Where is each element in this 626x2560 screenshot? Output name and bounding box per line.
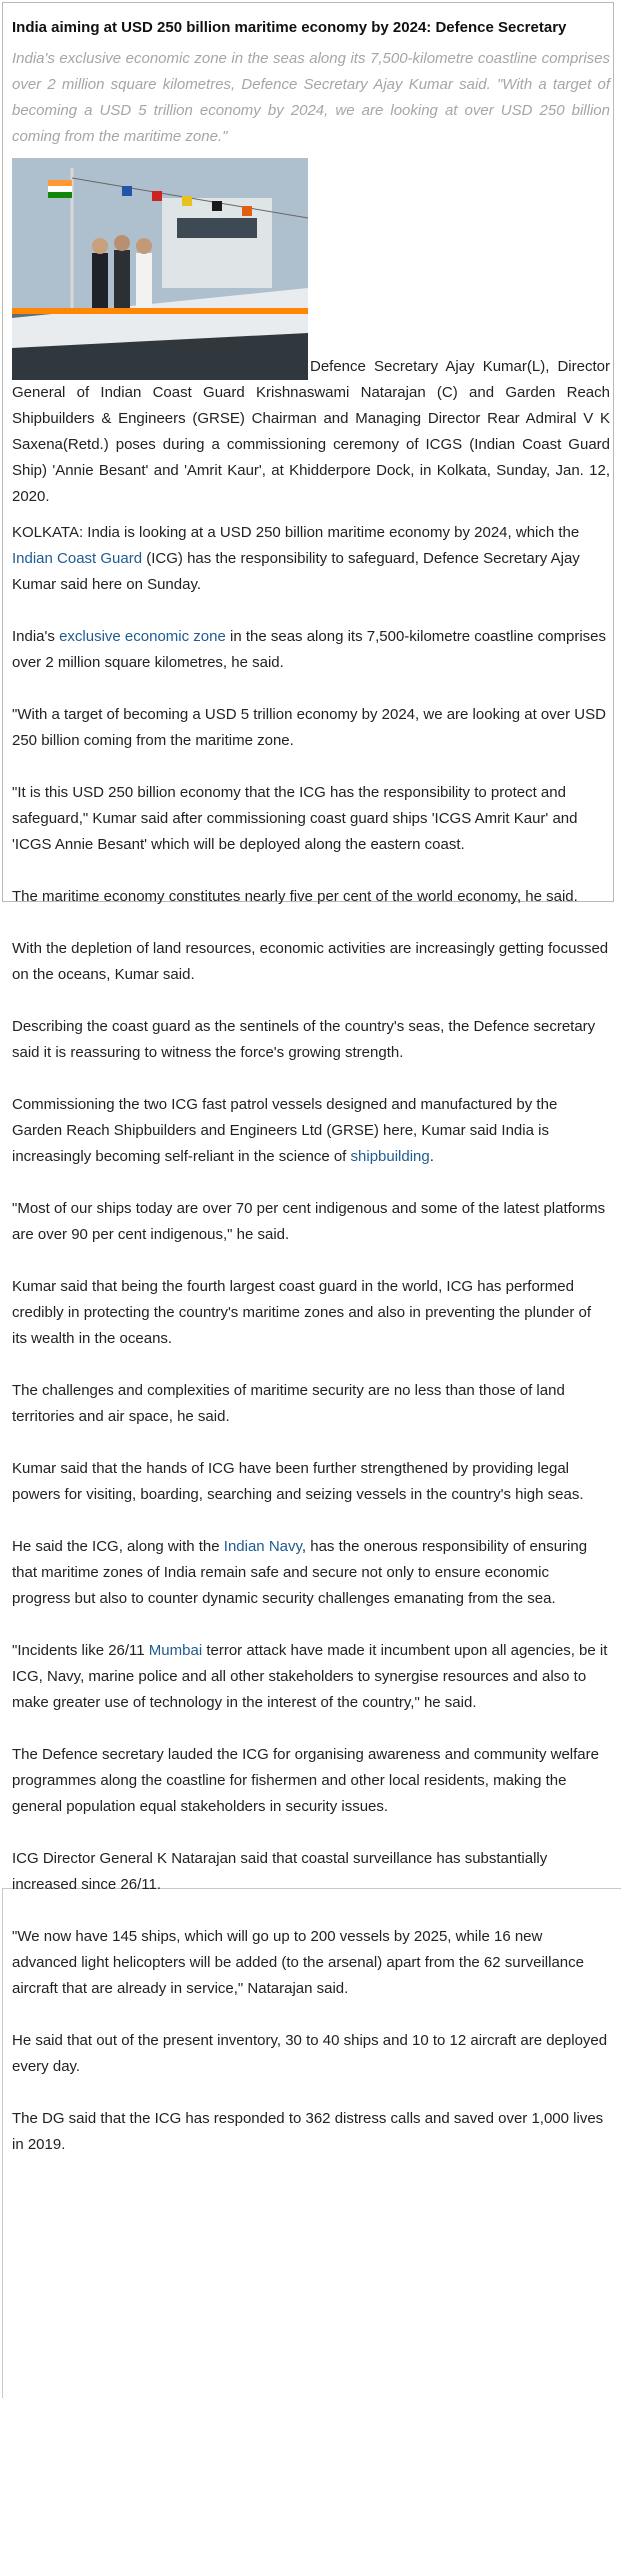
article-container xyxy=(10,8,610,2184)
article-figure xyxy=(12,158,610,510)
article-title: India aiming at USD 250 billion maritime economy by 2024: Defence Secretary xyxy=(12,19,567,36)
paragraph-11: The challenges and complexities of maritime security are no less than those of land territories and air space, he said. xyxy=(12,1382,565,1425)
link-indian-navy[interactable]: Indian Navy xyxy=(223,1538,302,1555)
paragraph-1: KOLKATA: India is looking at a USD 250 billion maritime economy by 2024, which the Indian Coast Guard (ICG) has the responsibility to safeguard, Defence Secretary Ajay Kumar said here on Sunday. xyxy=(12,524,580,593)
paragraph-9: "Most of our ships today are over 70 per cent indigenous and some of the latest platforms are over 90 per cent indigenous," he said. xyxy=(12,1200,606,1243)
paragraph-16: ICG Director General K Natarajan said that coastal surveillance has substantially increased since 26/11. xyxy=(12,1850,548,1893)
paragraph-12: Kumar said that the hands of ICG have been further strengthened by providing legal powers for visiting, boarding, searching and seizing vessels in the country's high seas. xyxy=(12,1460,584,1503)
link-indian-coast-guard[interactable]: Indian Coast Guard xyxy=(12,550,143,567)
ceremony-photo xyxy=(12,158,308,380)
paragraph-10: Kumar said that being the fourth largest coast guard in the world, ICG has performed credibly in protecting the country's maritime zones and also in preventing the plunder of its wealth in the oceans. xyxy=(12,1278,592,1347)
paragraph-3: "With a target of becoming a USD 5 trillion economy by 2024, we are looking at over USD 250 billion coming from the maritime zone. xyxy=(12,706,606,749)
ship-photo-illustration xyxy=(12,158,308,380)
paragraph-13: He said the ICG, along with the Indian Navy, has the onerous responsibility of ensuring that maritime zones of India remain safe and secure not only to ensure economic progress but also to counter dynamic security challenges emanating from the sea. xyxy=(12,1538,588,1607)
paragraph-6: With the depletion of land resources, economic activities are increasingly getting focussed on the oceans, Kumar said. xyxy=(12,940,609,983)
link-shipbuilding[interactable]: shipbuilding xyxy=(350,1148,430,1165)
article-summary: India's exclusive economic zone in the seas along its 7,500-kilometre coastline comprises over 2 million square kilometres, Defence Secretary Ajay Kumar said. "With a target of becoming a USD 5 trillion economy by 2024, we are looking at over USD 250 billion coming from the maritime zone." xyxy=(12,50,610,145)
link-mumbai[interactable]: Mumbai xyxy=(148,1642,203,1659)
paragraph-17: "We now have 145 ships, which will go up to 200 vessels by 2025, while 16 new advanced light helicopters will be added (to the arsenal) apart from the 62 surveillance aircraft that are already in service," Natarajan said. xyxy=(12,1928,584,1997)
image-caption: Defence Secretary Ajay Kumar(L), Director General of Indian Coast Guard Krishnaswami Natarajan (C) and Garden Reach Shipbuilders & Engineers (GRSE) Chairman and Managing Director Rear Admiral V K Saxena(Retd.) poses during a commissioning ceremony of ICGS (Indian Coast Guard Ship) 'Annie Besant' and 'Amrit Kaur', at Khidderpore Dock, in Kolkata, Sunday, Jan. 12, 2020. xyxy=(12,358,610,505)
paragraph-14: "Incidents like 26/11 Mumbai terror attack have made it incumbent upon all agencies, be it ICG, Navy, marine police and all other stakeholders to synergise resources and also to make greater use of technology in the interest of the country," he said. xyxy=(12,1642,608,1711)
paragraph-5: The maritime economy constitutes nearly five per cent of the world economy, he said. xyxy=(12,888,578,905)
article-body xyxy=(10,520,610,2158)
paragraph-15: The Defence secretary lauded the ICG for organising awareness and community welfare programmes along the coastline for fishermen and other local residents, making the general population equal stakeholders in security issues. xyxy=(12,1746,599,1815)
paragraph-2: India's exclusive economic zone in the seas along its 7,500-kilometre coastline comprises over 2 million square kilometres, he said. xyxy=(12,628,607,671)
paragraph-8: Commissioning the two ICG fast patrol vessels designed and manufactured by the Garden Reach Shipbuilders and Engineers Ltd (GRSE) here, Kumar said India is increasingly becoming self-reliant in the science of shipbuilding. xyxy=(12,1096,558,1165)
paragraph-18: He said that out of the present inventory, 30 to 40 ships and 10 to 12 aircraft are deployed every day. xyxy=(12,2032,608,2075)
link-exclusive-economic-zone[interactable]: exclusive economic zone xyxy=(59,628,226,645)
paragraph-19: The DG said that the ICG has responded to 362 distress calls and saved over 1,000 lives in 2019. xyxy=(12,2110,604,2153)
paragraph-7: Describing the coast guard as the sentinels of the country's seas, the Defence secretary said it is reassuring to witness the force's growing strength. xyxy=(12,1018,596,1061)
paragraph-4: "It is this USD 250 billion economy that the ICG has the responsibility to protect and safeguard," Kumar said after commissioning coast guard ships 'ICGS Amrit Kaur' and 'ICGS Annie Besant' which will be deployed along the eastern coast. xyxy=(12,784,578,853)
